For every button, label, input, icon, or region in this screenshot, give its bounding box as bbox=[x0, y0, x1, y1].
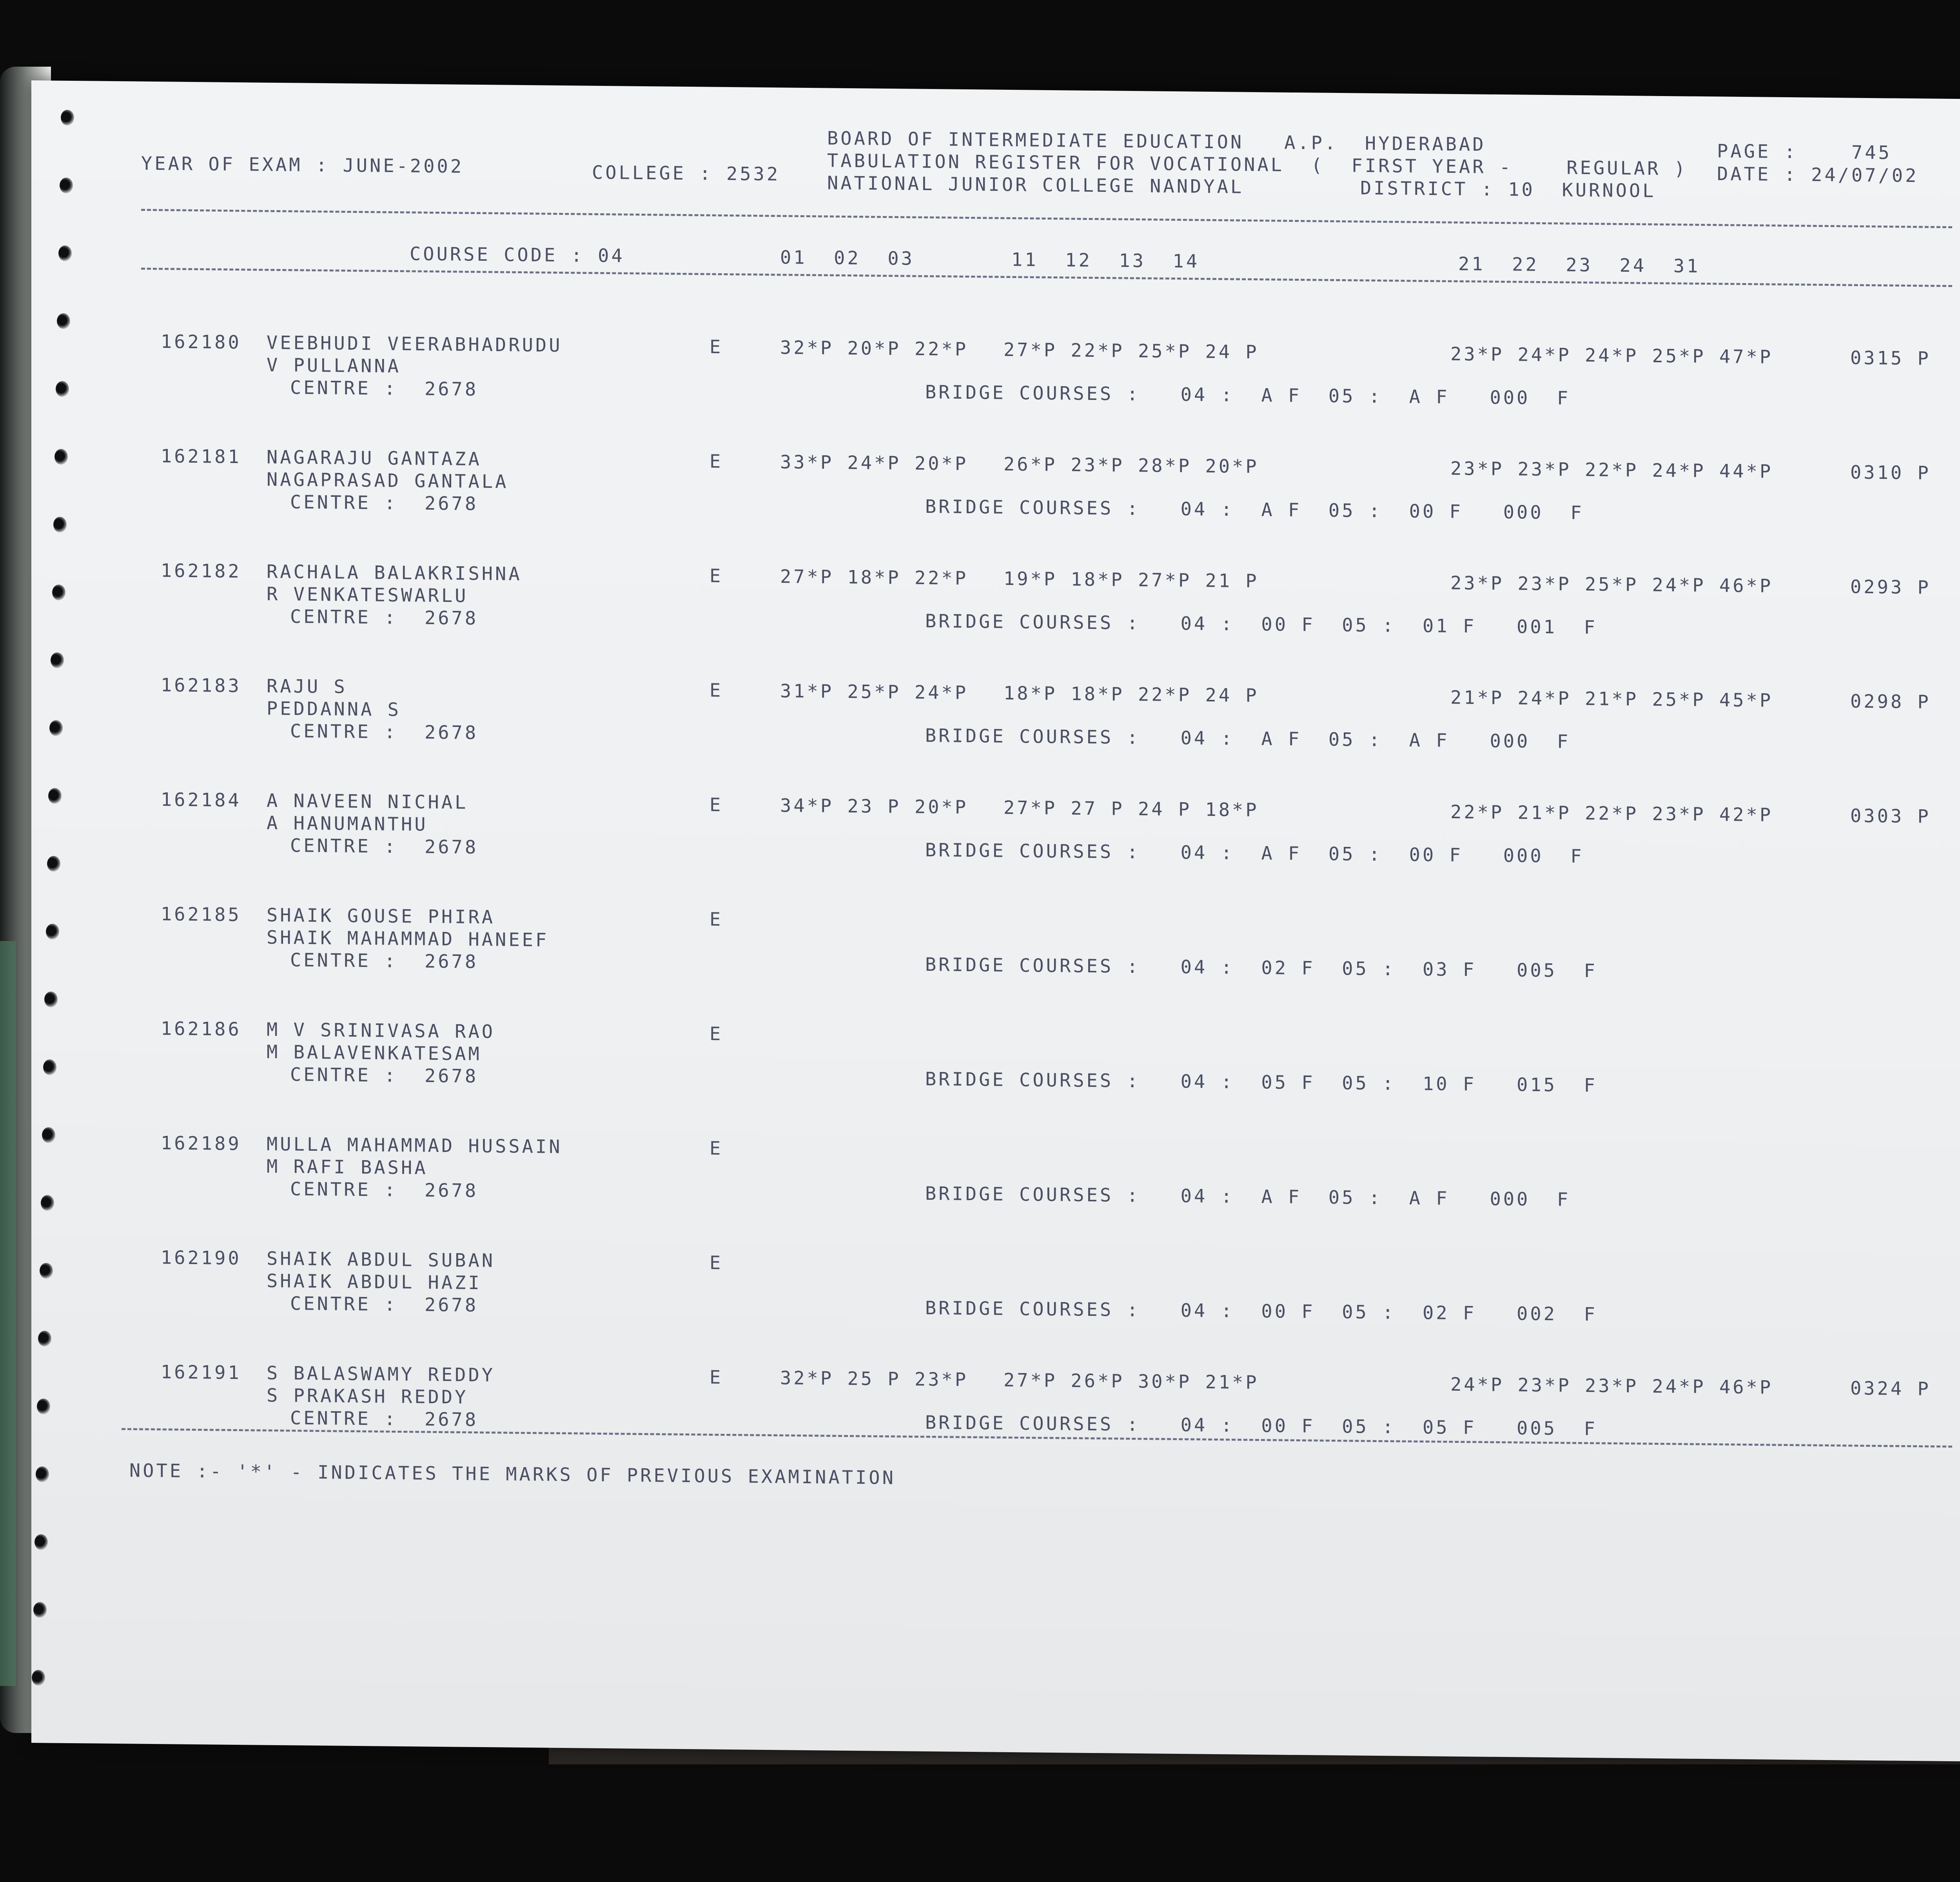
record-id: 162183 bbox=[161, 674, 241, 697]
binder-ring bbox=[49, 720, 63, 736]
medium: E bbox=[710, 908, 723, 930]
record-id: 162190 bbox=[161, 1247, 241, 1270]
medium: E bbox=[710, 336, 723, 358]
binder-ring bbox=[43, 1059, 56, 1075]
district: DISTRICT : 10 KURNOOL bbox=[1360, 177, 1656, 202]
centre: CENTRE : 2678 bbox=[290, 835, 479, 858]
binder-ring bbox=[33, 1602, 47, 1618]
record-id: 162181 bbox=[161, 445, 241, 468]
centre: CENTRE : 2678 bbox=[290, 720, 479, 744]
print-date: DATE : 24/07/02 bbox=[1717, 163, 1919, 187]
medium: E bbox=[710, 1023, 723, 1045]
binder-ring bbox=[54, 449, 68, 465]
binder-ring bbox=[40, 1263, 53, 1279]
binder-ring bbox=[34, 1534, 48, 1550]
father-name: V PULLANNA bbox=[267, 354, 401, 378]
marks-group-a: 31*P 25*P 24*P bbox=[780, 680, 969, 704]
total-result: 0315 P bbox=[1850, 347, 1931, 370]
total-result: 0298 P bbox=[1850, 690, 1931, 713]
marks-group-c: 23*P 23*P 22*P 24*P 44*P bbox=[1450, 458, 1773, 483]
subject-codes-c: 21 22 23 24 31 bbox=[1458, 253, 1700, 277]
candidate-name: RACHALA BALAKRISHNA bbox=[267, 561, 522, 585]
father-name: SHAIK MAHAMMAD HANEEF bbox=[267, 926, 549, 951]
binder-ring bbox=[37, 1399, 50, 1414]
record-id: 162185 bbox=[161, 903, 241, 926]
marks-group-a: 32*P 25 P 23*P bbox=[780, 1367, 969, 1391]
father-name: R VENKATESWARLU bbox=[267, 583, 468, 607]
binder-ring bbox=[52, 585, 65, 600]
course-code: COURSE CODE : 04 bbox=[410, 243, 625, 267]
record-id: 162180 bbox=[161, 331, 241, 354]
medium: E bbox=[710, 565, 723, 587]
candidate-name: RAJU S bbox=[267, 675, 347, 698]
binder-ring bbox=[58, 245, 72, 261]
marks-group-b: 27*P 22*P 25*P 24 P bbox=[1004, 339, 1259, 363]
total-result: 0303 P bbox=[1850, 805, 1931, 828]
marks-group-c: 23*P 24*P 24*P 25*P 47*P bbox=[1450, 343, 1773, 368]
medium: E bbox=[710, 794, 723, 816]
marks-group-c: 23*P 23*P 25*P 24*P 46*P bbox=[1450, 572, 1773, 597]
bridge-courses: BRIDGE COURSES : 04 : A F 05 : A F 000 F bbox=[925, 725, 1571, 753]
candidate-name: SHAIK GOUSE PHIRA bbox=[267, 904, 495, 928]
board-title: BOARD OF INTERMEDIATE EDUCATION A.P. HYDERABAD bbox=[827, 127, 1486, 156]
college-code: COLLEGE : 2532 bbox=[592, 162, 780, 185]
candidate-name: SHAIK ABDUL SUBAN bbox=[267, 1248, 495, 1272]
marks-group-b: 26*P 23*P 28*P 20*P bbox=[1004, 453, 1259, 478]
divider-top bbox=[141, 209, 1952, 228]
centre: CENTRE : 2678 bbox=[290, 1064, 479, 1087]
binder-ring bbox=[48, 788, 62, 804]
candidate-name: S BALASWAMY REDDY bbox=[267, 1362, 495, 1386]
left-page-edge bbox=[0, 941, 16, 1686]
centre: CENTRE : 2678 bbox=[290, 1178, 479, 1202]
medium: E bbox=[710, 1137, 723, 1159]
record-id: 162182 bbox=[161, 560, 241, 583]
centre: CENTRE : 2678 bbox=[290, 949, 479, 973]
bridge-courses: BRIDGE COURSES : 04 : 00 F 05 : 02 F 002 F bbox=[925, 1297, 1597, 1326]
marks-group-b: 18*P 18*P 22*P 24 P bbox=[1004, 682, 1259, 707]
total-result: 0310 P bbox=[1850, 461, 1931, 484]
bridge-courses: BRIDGE COURSES : 04 : A F 05 : 00 F 000 F bbox=[925, 839, 1584, 868]
father-name: NAGAPRASAD GANTALA bbox=[267, 469, 509, 493]
subject-codes-b: 11 12 13 14 bbox=[1011, 249, 1200, 272]
centre: CENTRE : 2678 bbox=[290, 606, 479, 629]
binder-ring bbox=[47, 856, 60, 872]
college-name: NATIONAL JUNIOR COLLEGE NANDYAL bbox=[827, 172, 1244, 198]
marks-group-b: 27*P 26*P 30*P 21*P bbox=[1004, 1369, 1259, 1394]
medium: E bbox=[710, 1252, 723, 1274]
page-number: PAGE : 745 bbox=[1717, 140, 1892, 164]
binder-ring bbox=[36, 1466, 49, 1482]
binder-ring bbox=[42, 1127, 55, 1143]
binder-ring bbox=[41, 1195, 54, 1211]
father-name: PEDDANNA S bbox=[267, 698, 401, 721]
binder-ring bbox=[60, 178, 73, 193]
centre: CENTRE : 2678 bbox=[290, 377, 479, 400]
marks-group-a: 27*P 18*P 22*P bbox=[780, 566, 969, 589]
father-name: M BALAVENKATESAM bbox=[267, 1041, 482, 1065]
candidate-name: VEEBHUDI VEERABHADRUDU bbox=[267, 332, 563, 357]
marks-group-b: 19*P 18*P 27*P 21 P bbox=[1004, 568, 1259, 592]
bridge-courses: BRIDGE COURSES : 04 : 05 F 05 : 10 F 015 F bbox=[925, 1068, 1597, 1097]
candidate-name: A NAVEEN NICHAL bbox=[267, 790, 468, 814]
marks-group-b: 27*P 27 P 24 P 18*P bbox=[1004, 797, 1259, 821]
subject-codes-a: 01 02 03 bbox=[780, 247, 915, 270]
candidate-name: NAGARAJU GANTAZA bbox=[267, 446, 482, 470]
medium: E bbox=[710, 679, 723, 701]
father-name: SHAIK ABDUL HAZI bbox=[267, 1270, 482, 1294]
record-id: 162186 bbox=[161, 1018, 241, 1041]
father-name: M RAFI BASHA bbox=[267, 1155, 428, 1179]
binder-ring bbox=[46, 924, 59, 939]
medium: E bbox=[710, 451, 723, 472]
marks-group-a: 33*P 24*P 20*P bbox=[780, 451, 969, 475]
bridge-courses: BRIDGE COURSES : 04 : A F 05 : 00 F 000 F bbox=[925, 496, 1584, 524]
binder-ring bbox=[61, 110, 74, 125]
father-name: S PRAKASH REDDY bbox=[267, 1384, 468, 1408]
total-result: 0324 P bbox=[1850, 1377, 1931, 1400]
marks-group-c: 24*P 23*P 23*P 24*P 46*P bbox=[1450, 1373, 1773, 1399]
medium: E bbox=[710, 1366, 723, 1388]
total-result: 0293 P bbox=[1850, 576, 1931, 599]
bridge-courses: BRIDGE COURSES : 04 : 02 F 05 : 03 F 005 F bbox=[925, 954, 1597, 982]
marks-group-c: 21*P 24*P 21*P 25*P 45*P bbox=[1450, 687, 1773, 712]
marks-group-a: 32*P 20*P 22*P bbox=[780, 337, 969, 360]
candidate-name: M V SRINIVASA RAO bbox=[267, 1019, 495, 1043]
marks-group-c: 22*P 21*P 22*P 23*P 42*P bbox=[1450, 801, 1773, 826]
bridge-courses: BRIDGE COURSES : 04 : 00 F 05 : 05 F 005 F bbox=[925, 1412, 1597, 1440]
candidate-name: MULLA MAHAMMAD HUSSAIN bbox=[267, 1133, 563, 1158]
year-of-exam: YEAR OF EXAM : JUNE-2002 bbox=[141, 153, 464, 178]
binder-ring bbox=[56, 381, 69, 397]
tabulation-title: TABULATION REGISTER FOR VOCATIONAL ( FIRST YEAR - REGULAR ) bbox=[827, 150, 1688, 180]
centre: CENTRE : 2678 bbox=[290, 491, 479, 515]
footnote: NOTE :- '*' - INDICATES THE MARKS OF PREVIOUS EXAMINATION bbox=[129, 1460, 896, 1489]
record-id: 162191 bbox=[161, 1361, 241, 1384]
bridge-courses: BRIDGE COURSES : 04 : 00 F 05 : 01 F 001 F bbox=[925, 610, 1597, 639]
binder-ring bbox=[53, 517, 67, 532]
record-id: 162184 bbox=[161, 789, 241, 812]
bridge-courses: BRIDGE COURSES : 04 : A F 05 : A F 000 F bbox=[925, 1183, 1571, 1211]
record-id: 162189 bbox=[161, 1132, 241, 1155]
father-name: A HANUMANTHU bbox=[267, 812, 428, 836]
centre: CENTRE : 2678 bbox=[290, 1407, 479, 1431]
marks-group-a: 34*P 23 P 20*P bbox=[780, 795, 969, 818]
bridge-courses: BRIDGE COURSES : 04 : A F 05 : A F 000 F bbox=[925, 381, 1571, 409]
tabulation-sheet bbox=[31, 80, 1960, 1763]
centre: CENTRE : 2678 bbox=[290, 1293, 479, 1316]
